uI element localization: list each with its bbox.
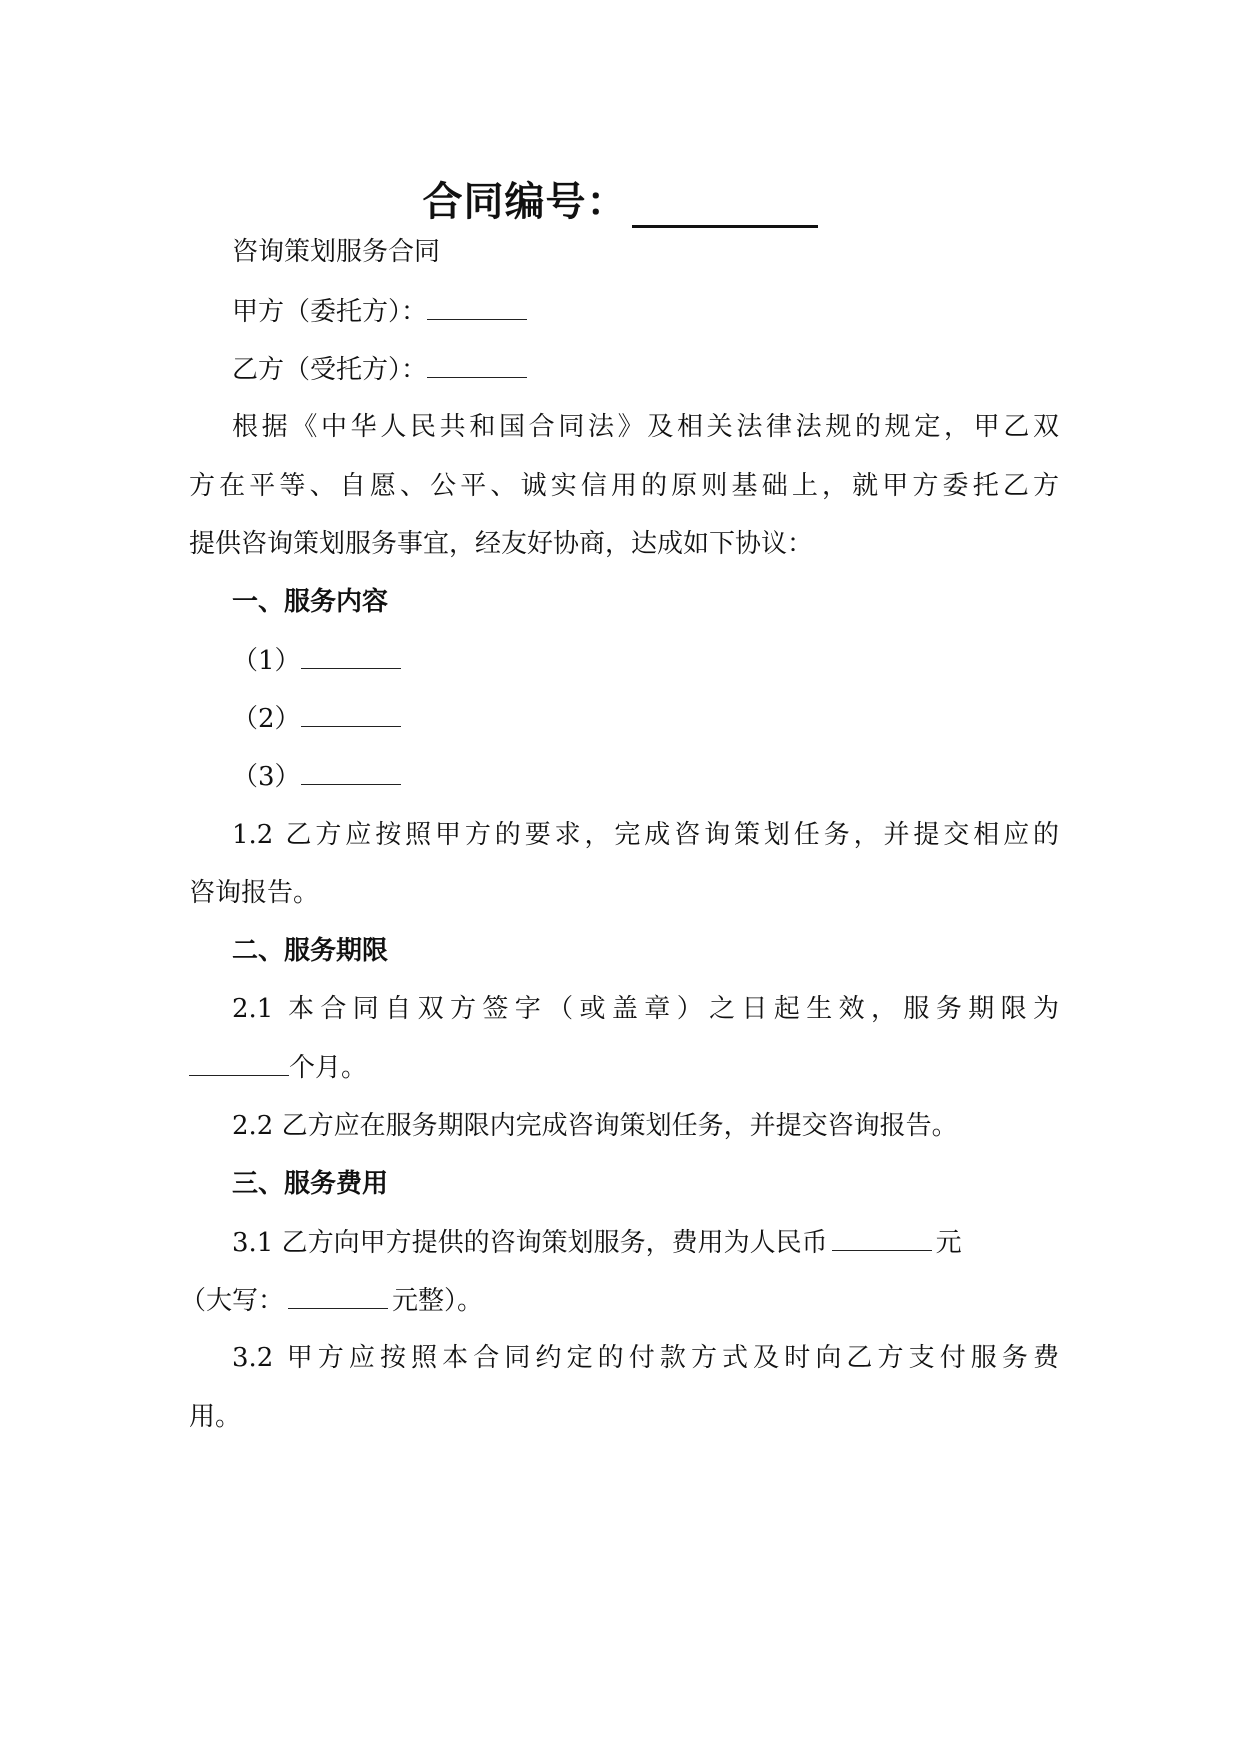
fee-capital-blank[interactable] <box>288 1282 388 1309</box>
party-b-blank[interactable] <box>427 351 527 378</box>
section3-heading: 三、服务费用 <box>232 1169 389 1199</box>
party-b-label: 乙方（受托方）： <box>232 355 428 385</box>
clause-2-1-line-2 <box>189 1049 1059 1086</box>
service-item-2-blank[interactable] <box>301 700 401 727</box>
party-a-line <box>232 293 1102 330</box>
party-b-line <box>232 351 1102 388</box>
service-period-blank[interactable] <box>189 1049 289 1076</box>
preamble-line-3: 提供咨询策划服务事宜，经友好协商，达成如下协议： <box>189 529 814 559</box>
clause-3-1-text: 3.1 乙方向甲方提供的咨询策划服务，费用为人民币 <box>232 1228 828 1258</box>
service-item-3-number: （3） <box>232 762 301 792</box>
clause-3-2-line-1: 3.2 甲方应按照本合同约定的付款方式及时向乙方支付服务费 <box>232 1343 1059 1373</box>
clause-3-1-line-2 <box>180 1282 1050 1319</box>
clause-3-1-line-1 <box>232 1224 1059 1261</box>
preamble-line-2: 方在平等、自愿、公平、诚实信用的原则基础上，就甲方委托乙方 <box>189 471 1059 501</box>
fee-capital-label: （大写： <box>180 1286 285 1316</box>
preamble-line-1: 根据《中华人民共和国合同法》及相关法律法规的规定，甲乙双 <box>232 412 1059 442</box>
party-a-label: 甲方（委托方）： <box>232 297 428 327</box>
contract-number-label: 合同编号： <box>422 179 628 225</box>
service-item-3 <box>232 758 1102 795</box>
clause-2-1-months: 个月。 <box>289 1053 368 1083</box>
fee-capital-suffix: 元整）。 <box>392 1286 484 1316</box>
party-a-blank[interactable] <box>427 293 527 320</box>
service-item-2 <box>232 700 1102 737</box>
clause-1-2-line-2: 咨询报告。 <box>189 878 320 908</box>
service-item-3-blank[interactable] <box>301 758 401 785</box>
service-item-1-number: （1） <box>232 646 301 676</box>
clause-2-2: 2.2 乙方应在服务期限内完成咨询策划任务，并提交咨询报告。 <box>232 1111 958 1141</box>
fee-amount-blank[interactable] <box>832 1224 932 1251</box>
clause-3-2-line-2: 用。 <box>189 1402 242 1432</box>
section1-heading: 一、服务内容 <box>232 587 389 617</box>
contract-number-blank[interactable] <box>632 181 818 228</box>
service-item-2-number: （2） <box>232 704 301 734</box>
contract-name: 咨询策划服务合同 <box>232 237 441 267</box>
service-item-1 <box>232 642 1102 679</box>
clause-1-2-line-1: 1.2 乙方应按照甲方的要求，完成咨询策划任务，并提交相应的 <box>232 820 1059 850</box>
contract-number-title <box>0 176 1240 228</box>
section2-heading: 二、服务期限 <box>232 936 389 966</box>
service-item-1-blank[interactable] <box>301 642 401 669</box>
fee-unit: 元 <box>935 1228 962 1258</box>
clause-2-1-line-1: 2.1 本合同自双方签字（或盖章）之日起生效，服务期限为 <box>232 994 1059 1024</box>
